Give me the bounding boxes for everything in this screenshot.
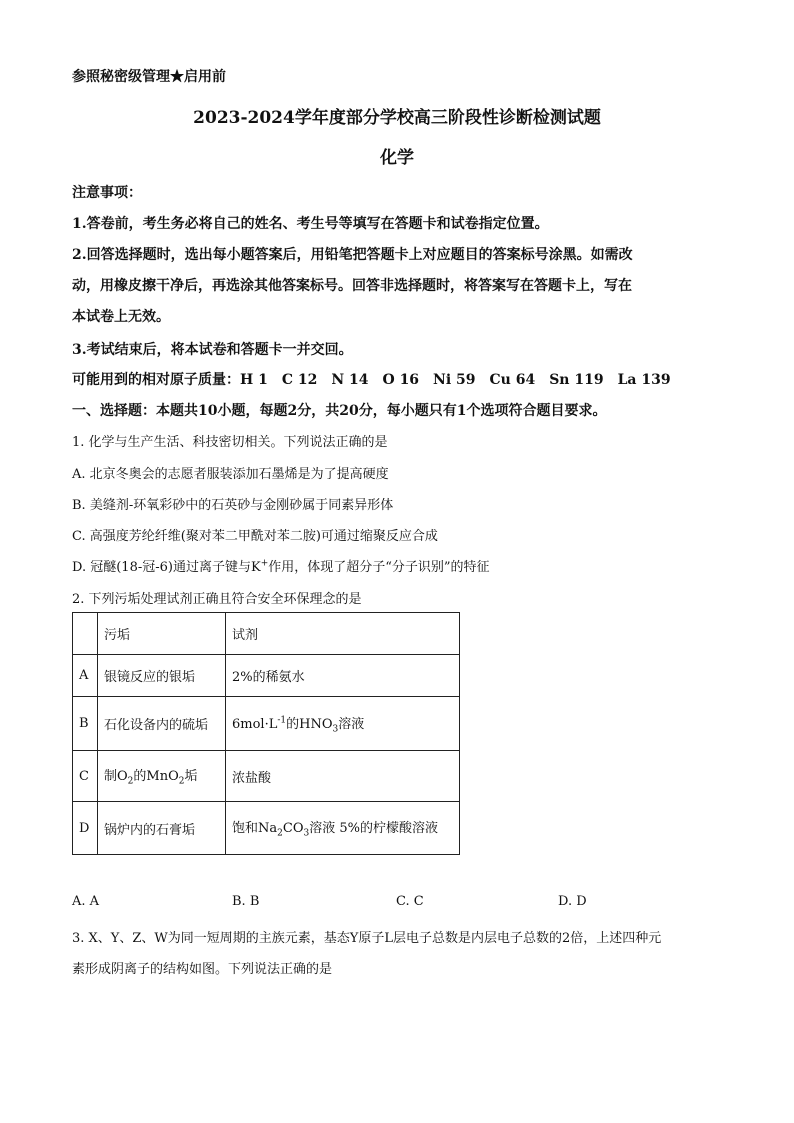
atomic-masses: 可能用到的相对原子质量：H 1 C 12 N 14 O 16 Ni 59 Cu 64 Sn 119 La 139 xyxy=(72,372,671,388)
section-heading: 一、选择题：本题共10小题，每题2分，共20分，每小题只有1个选项符合题目要求。 xyxy=(72,403,607,419)
stain-cell: 锅炉内的石膏垢 xyxy=(98,802,226,855)
row-label: D xyxy=(73,802,98,855)
column-header: 污垢 xyxy=(98,613,226,655)
secrecy-label: 参照秘密级管理★启用前 xyxy=(72,69,226,85)
stain-cell: 石化设备内的硫垢 xyxy=(98,697,226,751)
row-label: B xyxy=(73,697,98,751)
column-header: 试剂 xyxy=(226,613,460,655)
note-line: 1.答卷前，考生务必将自己的姓名、考生号等填写在答题卡和试卷指定位置。 xyxy=(72,216,549,232)
question-1-stem: 1. 化学与生产生活、科技密切相关。下列说法正确的是 xyxy=(72,435,388,450)
note-line: 本试卷上无效。 xyxy=(72,309,170,325)
reagent-cell: 2%的稀氨水 xyxy=(226,655,460,697)
reagent-cell: 浓盐酸 xyxy=(226,751,460,802)
table-row xyxy=(73,802,460,855)
option-b: B. B xyxy=(232,894,260,909)
row-label: A xyxy=(73,655,98,697)
note-line: 3.考试结束后，将本试卷和答题卡一并交回。 xyxy=(72,342,353,358)
table-header-row xyxy=(73,613,460,655)
option-c: C. C xyxy=(396,894,424,909)
question-3-line: 素形成阴离子的结构如图。下列说法正确的是 xyxy=(72,962,333,977)
option-a: A. A xyxy=(72,894,100,909)
reagent-cell: $6mol\cdot L^{-1}$的$HNO_3$溶液 xyxy=(226,697,460,751)
reagent-table xyxy=(72,612,460,855)
subject-title: 化学 xyxy=(380,148,414,168)
note-line: 2.回答选择题时，选出每小题答案后，用铅笔把答题卡上对应题目的答案标号涂黑。如需改 xyxy=(72,247,633,263)
question-1-option-a: A. 北京冬奥会的志愿者服装添加石墨烯是为了提高硬度 xyxy=(72,467,389,482)
notes-heading: 注意事项： xyxy=(72,185,142,201)
question-1-option-d: D. 冠醚(18-冠-6)通过离子键与K+作用，体现了超分子“分子识别”的特征 xyxy=(72,558,490,575)
stain-cell: 银镜反应的银垢 xyxy=(98,655,226,697)
reagent-cell: 饱和$Na_2CO_3$溶液 5%的柠檬酸溶液 xyxy=(226,802,460,855)
table-row xyxy=(73,697,460,751)
stain-cell: 制$O_2$的MnO$_2$垢 xyxy=(98,751,226,802)
row-label: C xyxy=(73,751,98,802)
note-line: 动，用橡皮擦干净后，再选涂其他答案标号。回答非选择题时，将答案写在答题卡上，写在 xyxy=(72,278,632,294)
question-1-option-b: B. 美缝剂-环氧彩砂中的石英砂与金刚砂属于同素异形体 xyxy=(72,498,394,513)
question-3-line: 3. X、Y、Z、W为同一短周期的主族元素，基态Y原子L层电子总数是内层电子总数的2倍，上述四种元 xyxy=(72,931,662,946)
table-row xyxy=(73,655,460,697)
question-2-stem: 2. 下列污垢处理试剂正确且符合安全环保理念的是 xyxy=(72,592,362,607)
exam-title: 2023-2024学年度部分学校高三阶段性诊断检测试题 xyxy=(193,108,601,128)
question-1-option-c: C. 高强度芳纶纤维(聚对苯二甲酰对苯二胺)可通过缩聚反应合成 xyxy=(72,529,438,544)
option-d: D. D xyxy=(558,894,587,909)
table-row xyxy=(73,751,460,802)
